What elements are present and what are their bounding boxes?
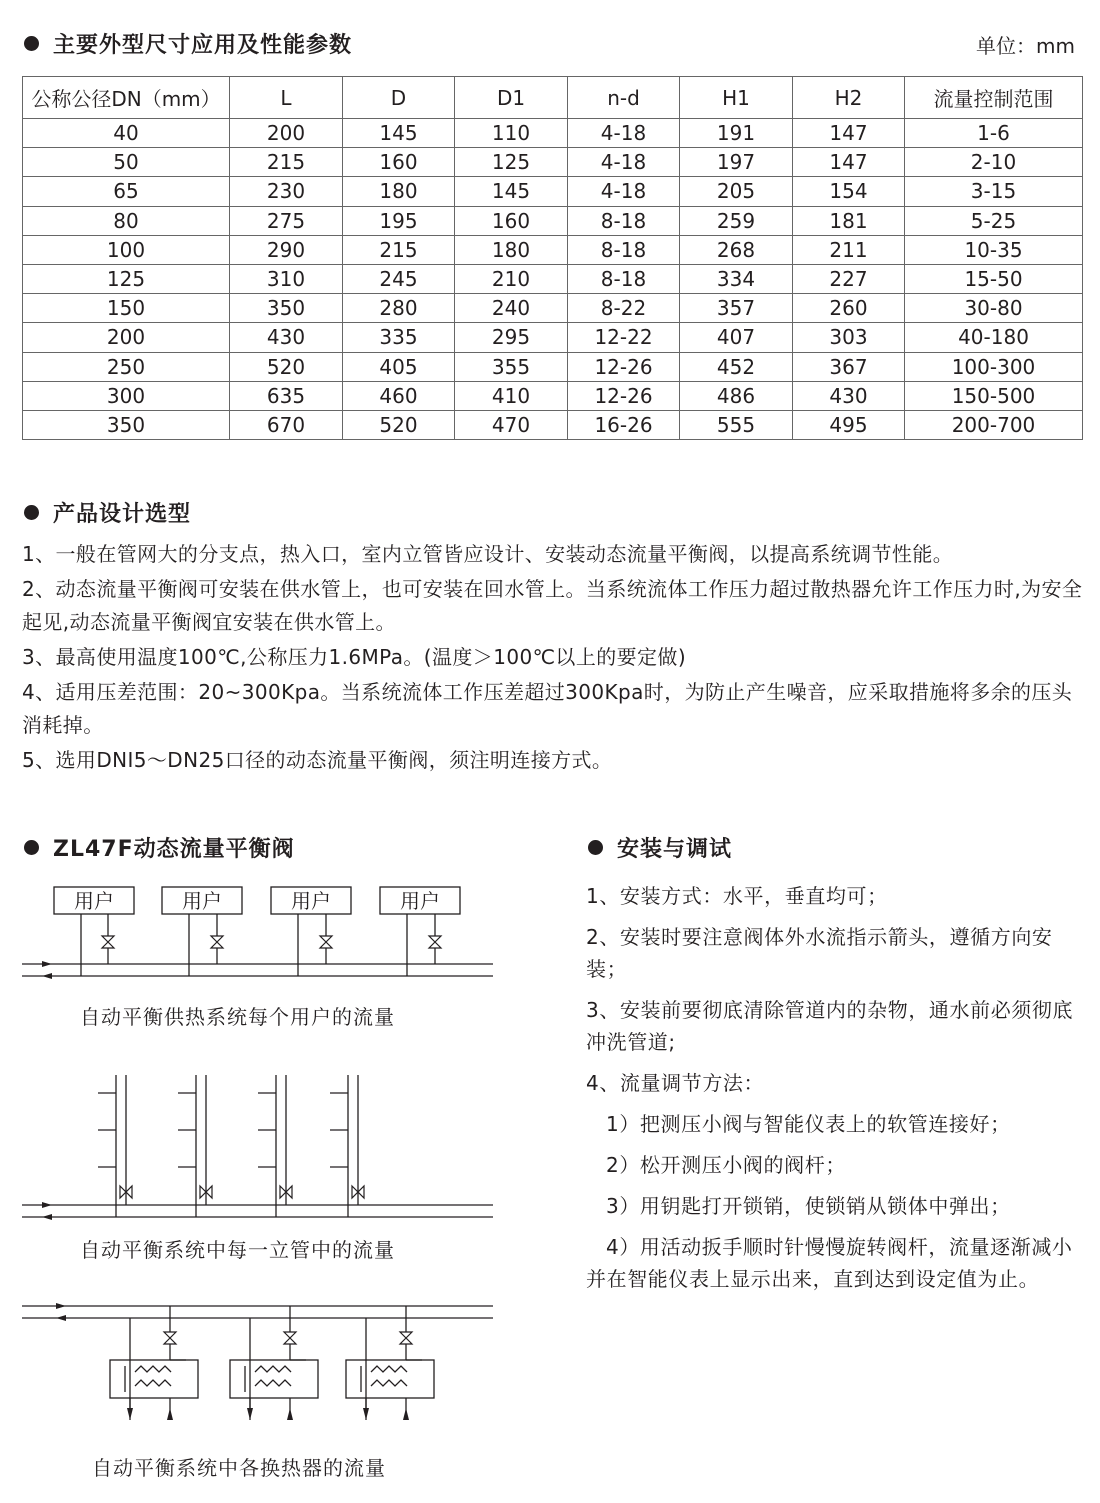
table-cell: 40 bbox=[23, 119, 230, 148]
table-cell: 12-26 bbox=[568, 381, 680, 410]
table-cell: 125 bbox=[23, 264, 230, 293]
user-label: 用户 bbox=[182, 889, 222, 913]
header-cell: 公称公径DN（mm） bbox=[23, 77, 230, 119]
valve-icon bbox=[320, 936, 332, 948]
install-substep: 3）用钥匙打开锁销，使锁销从锁体中弹出； bbox=[606, 1194, 1011, 1218]
params-title: 主要外型尺寸应用及性能参数 bbox=[53, 33, 353, 58]
table-body bbox=[23, 119, 1083, 440]
table-cell: 12-26 bbox=[568, 352, 680, 381]
header-cell: D1 bbox=[455, 77, 568, 119]
table-cell: 452 bbox=[680, 352, 793, 381]
table-cell: 197 bbox=[680, 148, 793, 177]
table-cell: 154 bbox=[793, 177, 905, 206]
valve-icon bbox=[102, 936, 114, 948]
table-cell: 8-18 bbox=[568, 264, 680, 293]
table-cell: 100 bbox=[23, 235, 230, 264]
table-cell: 240 bbox=[455, 294, 568, 323]
table-cell: 275 bbox=[230, 206, 343, 235]
header-cell: L bbox=[230, 77, 343, 119]
table-cell: 100-300 bbox=[905, 352, 1083, 381]
bullet-icon bbox=[24, 840, 39, 855]
table-cell: 268 bbox=[680, 235, 793, 264]
design-section-title bbox=[24, 497, 191, 528]
header-cell: 流量控制范围 bbox=[905, 77, 1083, 119]
table-cell: 15-50 bbox=[905, 264, 1083, 293]
table-cell: 65 bbox=[23, 177, 230, 206]
table-cell: 125 bbox=[455, 148, 568, 177]
table-cell: 259 bbox=[680, 206, 793, 235]
table-cell: 430 bbox=[230, 323, 343, 352]
table-cell: 245 bbox=[343, 264, 455, 293]
table-cell: 350 bbox=[23, 410, 230, 439]
table-cell: 460 bbox=[343, 381, 455, 410]
bullet-icon bbox=[24, 36, 39, 51]
table-cell: 191 bbox=[680, 119, 793, 148]
table-cell: 486 bbox=[680, 381, 793, 410]
table-cell: 200 bbox=[230, 119, 343, 148]
table-cell: 250 bbox=[23, 352, 230, 381]
table-cell: 303 bbox=[793, 323, 905, 352]
params-section-title bbox=[24, 28, 352, 59]
table-cell: 295 bbox=[455, 323, 568, 352]
table-cell: 4-18 bbox=[568, 119, 680, 148]
valve-title: ZL47F动态流量平衡阀 bbox=[53, 837, 295, 862]
table-row bbox=[23, 119, 1083, 148]
install-item: 3、安装前要彻底清除管道内的杂物，通水前必须彻底冲洗管道; bbox=[586, 998, 1074, 1054]
unit-label: 单位：mm bbox=[976, 34, 1075, 58]
header-cell: n-d bbox=[568, 77, 680, 119]
table-cell: 181 bbox=[793, 206, 905, 235]
table-row bbox=[23, 294, 1083, 323]
table-row bbox=[23, 381, 1083, 410]
table-cell: 195 bbox=[343, 206, 455, 235]
table-cell: 40-180 bbox=[905, 323, 1083, 352]
table-cell: 80 bbox=[23, 206, 230, 235]
table-cell: 300 bbox=[23, 381, 230, 410]
table-row bbox=[23, 264, 1083, 293]
table-cell: 290 bbox=[230, 235, 343, 264]
caption-riser-flow: 自动平衡系统中每一立管中的流量 bbox=[80, 1238, 395, 1262]
table-cell: 430 bbox=[793, 381, 905, 410]
install-title: 安装与调试 bbox=[617, 837, 733, 862]
params-table bbox=[22, 76, 1083, 440]
table-cell: 310 bbox=[230, 264, 343, 293]
table-cell: 12-22 bbox=[568, 323, 680, 352]
table-cell: 160 bbox=[343, 148, 455, 177]
install-section-title bbox=[588, 832, 732, 863]
table-cell: 635 bbox=[230, 381, 343, 410]
table-cell: 150-500 bbox=[905, 381, 1083, 410]
table-cell: 334 bbox=[680, 264, 793, 293]
table-cell: 147 bbox=[793, 119, 905, 148]
table-cell: 215 bbox=[343, 235, 455, 264]
table-cell: 555 bbox=[680, 410, 793, 439]
table-cell: 215 bbox=[230, 148, 343, 177]
caption-user-flow: 自动平衡供热系统每个用户的流量 bbox=[80, 1005, 395, 1029]
table-cell: 205 bbox=[680, 177, 793, 206]
table-row bbox=[23, 206, 1083, 235]
header-cell: H1 bbox=[680, 77, 793, 119]
bullet-icon bbox=[588, 840, 603, 855]
table-cell: 407 bbox=[680, 323, 793, 352]
header-cell: H2 bbox=[793, 77, 905, 119]
table-cell: 180 bbox=[455, 235, 568, 264]
install-item: 2、安装时要注意阀体外水流指示箭头，遵循方向安装； bbox=[586, 925, 1053, 981]
table-cell: 16-26 bbox=[568, 410, 680, 439]
table-cell: 180 bbox=[343, 177, 455, 206]
design-item: 1、一般在管网大的分支点，热入口，室内立管皆应设计、安装动态流量平衡阀，以提高系统调节性能。 bbox=[22, 542, 954, 566]
user-flow-diagram bbox=[20, 880, 500, 990]
valve-section-title bbox=[24, 832, 295, 863]
user-label: 用户 bbox=[291, 889, 331, 913]
riser-flow-diagram bbox=[20, 1070, 500, 1230]
table-row bbox=[23, 235, 1083, 264]
valve-icon bbox=[429, 936, 441, 948]
table-cell: 260 bbox=[793, 294, 905, 323]
install-list bbox=[586, 880, 1086, 1304]
table-cell: 8-18 bbox=[568, 206, 680, 235]
table-cell: 145 bbox=[343, 119, 455, 148]
table-cell: 495 bbox=[793, 410, 905, 439]
table-cell: 210 bbox=[455, 264, 568, 293]
table-cell: 520 bbox=[230, 352, 343, 381]
table-cell: 145 bbox=[455, 177, 568, 206]
table-cell: 211 bbox=[793, 235, 905, 264]
table-cell: 357 bbox=[680, 294, 793, 323]
valve-icon bbox=[284, 1332, 296, 1344]
table-cell: 50 bbox=[23, 148, 230, 177]
table-cell: 5-25 bbox=[905, 206, 1083, 235]
table-header-row bbox=[23, 77, 1083, 119]
table-row bbox=[23, 323, 1083, 352]
design-item: 4、适用压差范围：20~300Kpa。当系统流体工作压差超过300Kpa时，为防止产生噪音，应采取措施将多余的压头消耗掉。 bbox=[22, 680, 1073, 737]
table-cell: 200 bbox=[23, 323, 230, 352]
table-cell: 8-22 bbox=[568, 294, 680, 323]
install-substep: 4）用活动扳手顺时针慢慢旋转阀杆，流量逐渐减小并在智能仪表上显示出来，直到达到设定值为止。 bbox=[586, 1235, 1073, 1291]
valve-icon bbox=[211, 936, 223, 948]
install-item: 1、安装方式：水平，垂直均可； bbox=[586, 884, 888, 908]
heat-exchanger-diagram bbox=[20, 1296, 500, 1446]
table-cell: 160 bbox=[455, 206, 568, 235]
table-cell: 147 bbox=[793, 148, 905, 177]
table-cell: 8-18 bbox=[568, 235, 680, 264]
table-cell: 4-18 bbox=[568, 148, 680, 177]
table-cell: 3-15 bbox=[905, 177, 1083, 206]
table-cell: 150 bbox=[23, 294, 230, 323]
table-row bbox=[23, 148, 1083, 177]
valve-icon bbox=[164, 1332, 176, 1344]
table-cell: 227 bbox=[793, 264, 905, 293]
install-substep: 1）把测压小阀与智能仪表上的软管连接好； bbox=[606, 1112, 1011, 1136]
table-cell: 410 bbox=[455, 381, 568, 410]
design-title: 产品设计选型 bbox=[53, 502, 192, 527]
table-cell: 1-6 bbox=[905, 119, 1083, 148]
table-cell: 2-10 bbox=[905, 148, 1083, 177]
bullet-icon bbox=[24, 505, 39, 520]
design-item: 3、最高使用温度100℃,公称压力1.6MPa。(温度＞100℃以上的要定做) bbox=[22, 645, 687, 669]
table-cell: 520 bbox=[343, 410, 455, 439]
table-cell: 367 bbox=[793, 352, 905, 381]
design-list bbox=[22, 538, 1086, 779]
install-item: 4、流量调节方法： bbox=[586, 1071, 765, 1095]
table-row bbox=[23, 177, 1083, 206]
table-cell: 10-35 bbox=[905, 235, 1083, 264]
table-cell: 4-18 bbox=[568, 177, 680, 206]
table-cell: 405 bbox=[343, 352, 455, 381]
table-row bbox=[23, 410, 1083, 439]
table-cell: 110 bbox=[455, 119, 568, 148]
design-item: 2、动态流量平衡阀可安装在供水管上，也可安装在回水管上。当系统流体工作压力超过散热器允许工作压力时,为安全起见,动态流量平衡阀宜安装在供水管上。 bbox=[22, 577, 1083, 634]
user-label: 用户 bbox=[400, 889, 440, 913]
table-cell: 335 bbox=[343, 323, 455, 352]
table-cell: 200-700 bbox=[905, 410, 1083, 439]
table-cell: 350 bbox=[230, 294, 343, 323]
design-item: 5、选用DNI5～DN25口径的动态流量平衡阀，须注明连接方式。 bbox=[22, 748, 613, 772]
user-label: 用户 bbox=[74, 889, 114, 913]
install-substep: 2）松开测压小阀的阀杆； bbox=[606, 1153, 846, 1177]
table-cell: 230 bbox=[230, 177, 343, 206]
table-cell: 280 bbox=[343, 294, 455, 323]
valve-icon bbox=[400, 1332, 412, 1344]
header-cell: D bbox=[343, 77, 455, 119]
caption-heat-exchanger: 自动平衡系统中各换热器的流量 bbox=[92, 1456, 386, 1480]
table-cell: 670 bbox=[230, 410, 343, 439]
table-row bbox=[23, 352, 1083, 381]
table-cell: 470 bbox=[455, 410, 568, 439]
table-cell: 355 bbox=[455, 352, 568, 381]
table-cell: 30-80 bbox=[905, 294, 1083, 323]
